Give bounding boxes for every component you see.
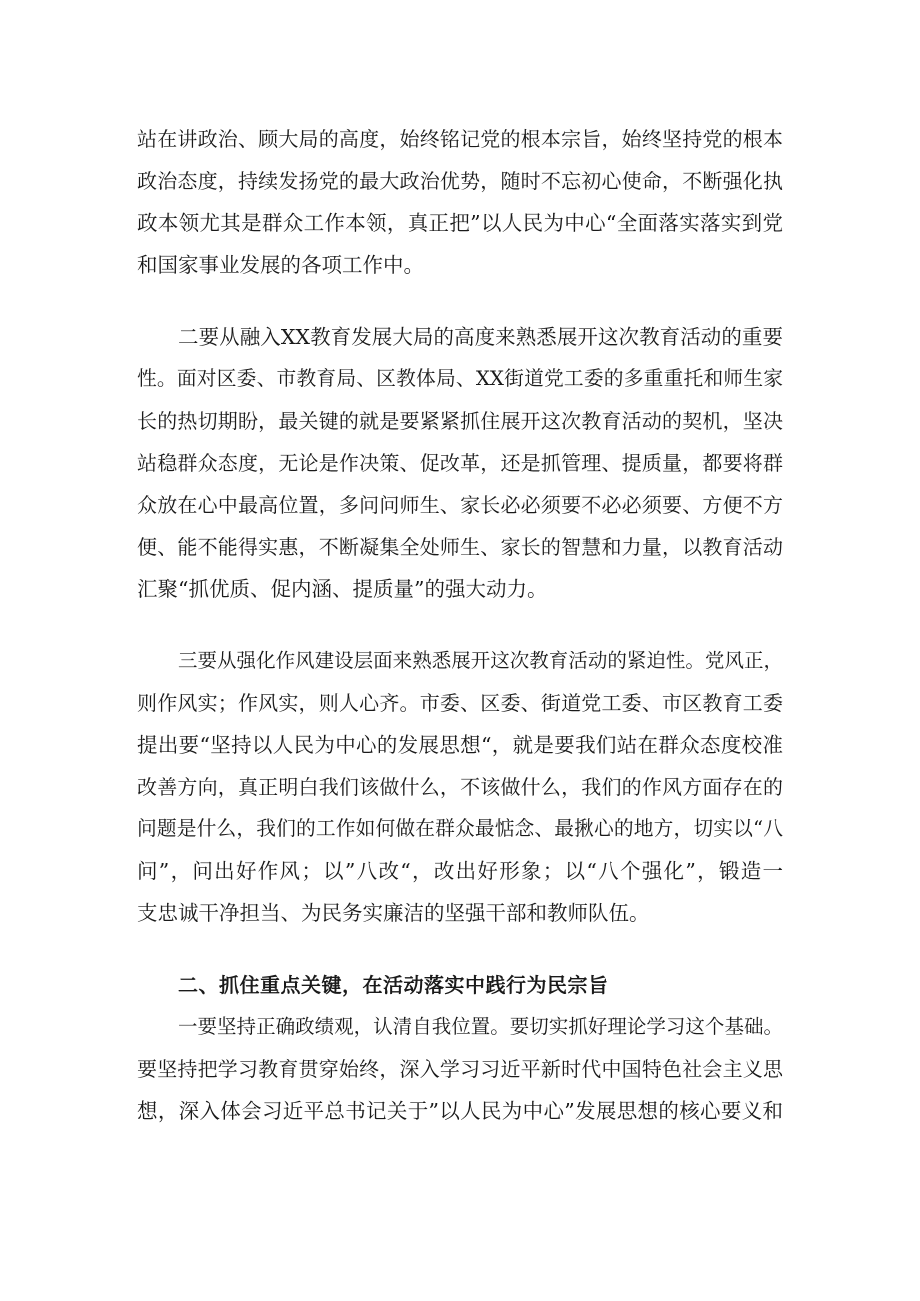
text-line: 二要从融入XX教育发展大局的高度来熟悉展开这次教育活动的重要 — [178, 325, 783, 349]
text-line: 长的热切期盼，最关键的就是要紧紧抓住展开这次教育活动的契机，坚决 — [137, 409, 783, 433]
text-line: 要坚持把学习教育贯穿始终，深入学习习近平新时代中国特色社会主义思 — [137, 1057, 783, 1081]
paragraph-1 — [137, 118, 783, 286]
text-line: 政本领尤其是群众工作本领，真正把”以人民为中心“全面落实落实到党 — [137, 211, 783, 235]
text-line: 汇聚“抓优质、促内涵、提质量”的强大动力。 — [137, 577, 548, 601]
text-line: 问”，问出好作风；以”八改“，改出好形象；以“八个强化”，锻造一 — [137, 859, 783, 883]
text-line: 则作风实；作风实，则人心齐。市委、区委、街道党工委、市区教育工委 — [137, 691, 783, 715]
document-page — [137, 118, 783, 1132]
text-line: 问题是什么，我们的工作如何做在群众最惦念、最揪心的地方，切实以“八 — [137, 817, 783, 840]
text-line: 便、能不能得实惠，不断凝集全处师生、家长的智慧和力量，以教育活动 — [137, 535, 783, 559]
text-line: 提出要“坚持以人民为中心的发展思想“，就是要我们站在群众态度校准 — [137, 733, 783, 757]
text-line: 政治态度，持续发扬党的最大政治优势，随时不忘初心使命，不断强化执 — [137, 169, 783, 193]
text-line: 站稳群众态度，无论是作决策、促改革，还是抓管理、提质量，都要将群 — [137, 451, 783, 475]
paragraph-4 — [137, 1006, 783, 1132]
text-line: 改善方向，真正明白我们该做什么，不该做什么，我们的作风方面存在的 — [137, 775, 783, 799]
paragraph-3 — [137, 640, 783, 934]
text-line: 三要从强化作风建设层面来熟悉展开这次教育活动的紧迫性。党风正， — [178, 649, 783, 672]
text-line: 想，深入体会习近平总书记关于”以人民为中心”发展思想的核心要义和 — [137, 1099, 783, 1123]
text-line: 众放在心中最高位置，多问问师生、家长必必须要不必必须要、方便不方 — [137, 493, 783, 517]
text-line: 性。面对区委、市教育局、区教体局、XX街道党工委的多重重托和师生家 — [137, 367, 783, 390]
paragraph-2 — [137, 316, 783, 610]
text-line: 和国家事业发展的各项工作中。 — [137, 253, 424, 277]
text-line: 站在讲政治、顾大局的高度，始终铭记党的根本宗旨，始终坚持党的根本 — [137, 127, 783, 151]
text-line: 一要坚持正确政绩观，认清自我位置。要切实抓好理论学习这个基础。 — [178, 1015, 783, 1038]
section-heading: 二、抓住重点关键，在活动落实中践行为民宗旨 — [178, 973, 609, 997]
text-line: 支忠诚干净担当、为民务实廉洁的坚强干部和教师队伍。 — [137, 901, 650, 925]
